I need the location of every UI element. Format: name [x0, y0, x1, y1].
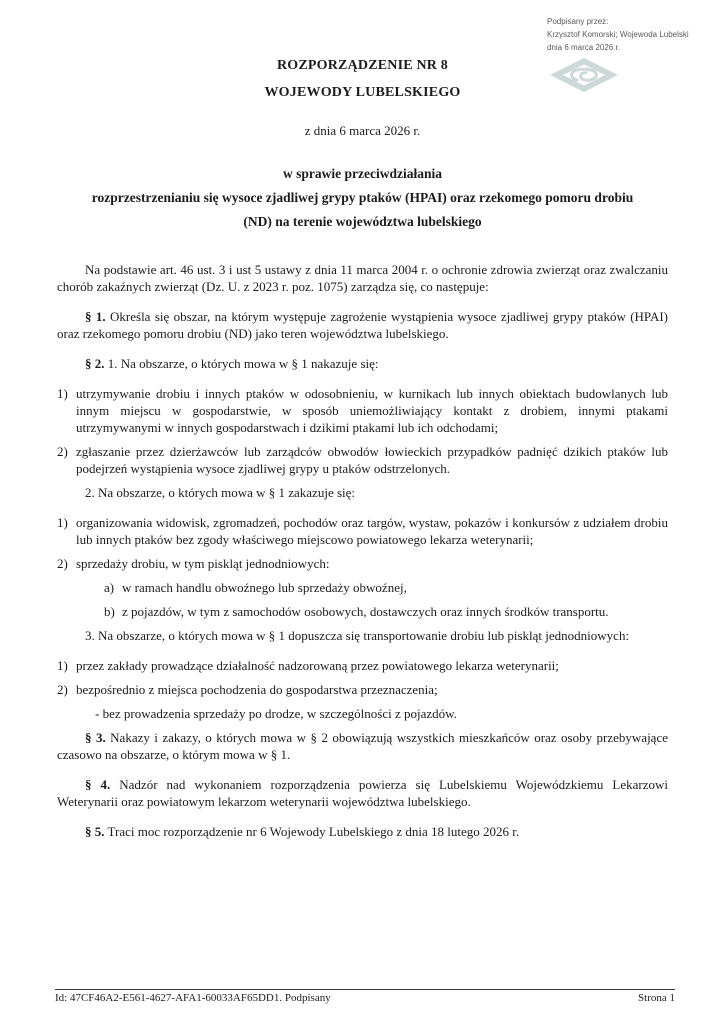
section-2-text: 1. Na obszarze, o których mowa w § 1 nakazuje się: — [104, 356, 379, 371]
list-item-marker: 2) — [57, 682, 68, 697]
list-item-text: utrzymywanie drobiu i innych ptaków w odosobnieniu, w kurnikach lub innych obiektach budowlanych lub innym miejscu w gospodarstwie, w sposób uniemożliwiający kontakt z drobiem, innymi ptakami utrzymywanymi w innych gospodarstwach i dzikimi ptakami lub ich odchodami; — [76, 386, 668, 435]
list-item-text: bezpośrednio z miejsca pochodzenia do gospodarstwa przeznaczenia; — [76, 682, 438, 697]
document-body — [57, 261, 668, 840]
list-item-marker: 1) — [57, 515, 68, 530]
list-item — [57, 443, 668, 477]
list-item-text: zgłaszanie przez dzierżawców lub zarządców obwodów łowieckich przypadków padnięć dzikich ptaków lub podejrzeń wystąpienia wysoce zjadliwej grypy u ptaków odstrzelonych. — [76, 444, 668, 476]
document-id: Id: 47CF46A2-E561-4627-AFA1-60033AF65DD1. Podpisany — [55, 992, 331, 1004]
section-3-text: Nakazy i zakazy, o których mowa w § 2 obowiązują wszystkich mieszkańców oraz osoby przebywające czasowo na obszarze, o którym mowa w § 1. — [57, 730, 668, 762]
list-item-marker: 1) — [57, 386, 68, 401]
sub-list-item — [104, 579, 668, 596]
page-number: Strona 1 — [638, 992, 675, 1004]
section-1-text: Określa się obszar, na którym występuje zagrożenie wystąpienia wysoce zjadliwej grypy ptaków (HPAI) oraz rzekomego pomoru drobiu (ND) jako teren województwa lubelskiego. — [57, 309, 669, 341]
signature-stamp-icon — [549, 57, 717, 97]
section-4-text: Nadzór nad wykonaniem rozporządzenia powierza się Lubelskiemu Wojewódzkiemu Lekarzowi Weterynarii oraz powiatowym lekarzom weterynarii województwa lubelskiego. — [57, 777, 668, 809]
preamble: Na podstawie art. 46 ust. 3 i ust 5 ustawy z dnia 11 marca 2004 r. o ochronie zdrowia zwierząt oraz zwalczaniu chorób zakaźnych zwierząt (Dz. U. z 2023 r. poz. 1075) zarządza się, co następuje: — [57, 262, 668, 294]
sub-list-item — [104, 603, 668, 620]
section-2-label: § 2. — [85, 356, 105, 371]
sub-list-item-text: z pojazdów, w tym z samochodów osobowych, dostawczych oraz innych środków transportu. — [122, 604, 609, 619]
section-2 — [57, 355, 668, 372]
list-item-marker: 1) — [57, 658, 68, 673]
list-item-text: przez zakłady prowadzące działalność nadzorowaną przez powiatowego lekarza weterynarii; — [76, 658, 559, 673]
section-5-text: Traci moc rozporządzenie nr 6 Wojewody Lubelskiego z dnia 18 lutego 2026 r. — [104, 824, 520, 839]
signature-prefix: Podpisany przez: — [547, 17, 609, 26]
list-item — [57, 514, 668, 548]
regulation-number: ROZPORZĄDZENIE NR 8 — [276, 58, 449, 73]
section-3 — [57, 729, 668, 763]
section-1-label: § 1. — [85, 309, 106, 324]
section-2-ust-3: 3. Na obszarze, o których mowa w § 1 dopuszcza się transportowanie drobiu lub piskląt jednodniowych: — [85, 628, 630, 643]
list-item — [57, 555, 668, 572]
page-footer — [55, 989, 675, 1004]
section-5-label: § 5. — [85, 824, 105, 839]
list-item — [57, 681, 668, 698]
subject-line-2: rozprzestrzenianiu się wysoce zjadliwej grypy ptaków (HPAI) oraz rzekomego pomoru drobiu — [91, 190, 634, 205]
list-item-text: sprzedaży drobiu, w tym piskląt jednodniowych: — [76, 556, 330, 571]
issuing-authority: WOJEWODY LUBELSKIEGO — [264, 85, 461, 100]
subject-line-1: w sprawie przeciwdziałania — [283, 166, 442, 181]
list-item-text: organizowania widowisk, zgromadzeń, pochodów oraz targów, wystaw, pokazów i konkursów z udziałem drobiu lub innych ptaków bez zgody właściwego miejscowo powiatowego lekarza weterynarii; — [76, 515, 668, 547]
signature-signer: Krzysztof Komorski; Wojewoda Lubelski — [547, 30, 689, 39]
signature-date: dnia 6 marca 2026 r. — [547, 43, 620, 52]
section-3-label: § 3. — [85, 730, 106, 745]
list-item-marker: 2) — [57, 444, 68, 459]
section-1 — [57, 308, 668, 342]
section-2-ust-2: 2. Na obszarze, o których mowa w § 1 zakazuje się: — [85, 485, 356, 500]
sub-list-item-marker: a) — [104, 580, 115, 595]
list-item-marker: 2) — [57, 556, 68, 571]
subject-line-3: (ND) na terenie województwa lubelskiego — [243, 214, 482, 229]
sub-list-item-marker: b) — [104, 604, 115, 619]
dash-item: - bez prowadzenia sprzedaży po drodze, w szczególności z pojazdów. — [95, 706, 457, 721]
section-4-label: § 4. — [85, 777, 111, 792]
list-item — [57, 657, 668, 674]
regulation-subject — [0, 162, 725, 234]
section-4 — [57, 776, 668, 810]
section-5 — [57, 823, 668, 840]
sub-list-item-text: w ramach handlu obwoźnego lub sprzedaży obwoźnej, — [122, 580, 407, 595]
list-item — [57, 385, 668, 436]
signature-block — [547, 15, 717, 97]
regulation-date: z dnia 6 marca 2026 r. — [304, 123, 421, 138]
